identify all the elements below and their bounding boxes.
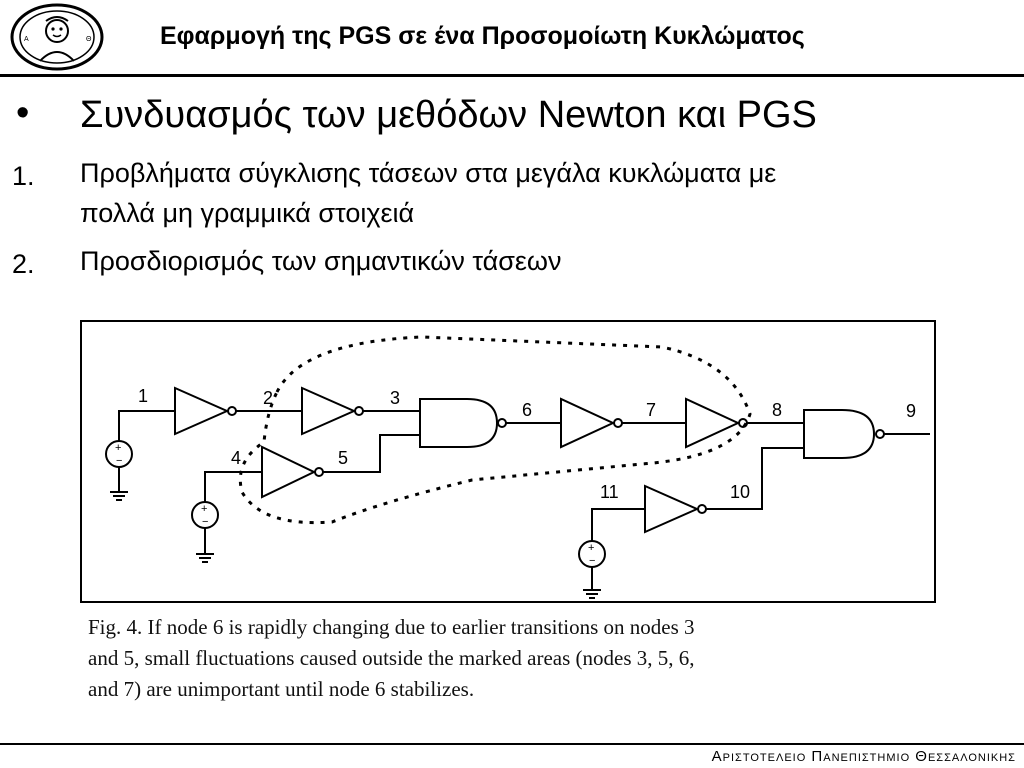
inverter-gate-1	[175, 388, 236, 434]
svg-text:−: −	[202, 516, 209, 528]
circuit-diagram	[82, 322, 938, 605]
university-seal-logo	[10, 3, 104, 71]
slide-title: Εφαρμογή της PGS σε ένα Προσομοίωτη Κυκλώματος	[160, 22, 805, 50]
node-label-3: 3	[390, 388, 401, 408]
svg-text:A: A	[24, 36, 29, 43]
bullet-text: Συνδυασμός των μεθόδων Newton και PGS	[80, 94, 817, 136]
node-label-9: 9	[906, 401, 917, 421]
caption-line-2: and 5, small fluctuations caused outside the marked areas (nodes 3, 5, 6,	[88, 646, 695, 670]
svg-text:Θ: Θ	[86, 36, 92, 43]
inverter-gate-4	[561, 399, 622, 447]
voltage-source-1	[106, 441, 132, 500]
svg-text:+: +	[115, 442, 122, 454]
inverter-gate-2	[302, 388, 363, 434]
inverter-gate-6	[645, 486, 706, 532]
item-1-line-1: Προβλήματα σύγκλισης τάσεων στα μεγάλα κυκλώματα με	[80, 158, 777, 188]
item-2-text	[80, 241, 980, 281]
node-label-11: 11	[600, 482, 619, 502]
item-1-line-2: πολλά μη γραμμικά στοιχειά	[80, 198, 415, 228]
caption-line-3: and 7) are unimportant until node 6 stabilizes.	[88, 677, 475, 701]
figure-caption	[88, 612, 968, 705]
item-2-marker: 2.	[12, 249, 35, 279]
voltage-source-2	[192, 502, 218, 562]
node-label-7: 7	[646, 400, 657, 420]
node-label-6: 6	[522, 400, 533, 420]
nand-gate-2	[804, 410, 884, 458]
footer-divider	[0, 743, 1024, 745]
svg-text:+: +	[201, 503, 208, 515]
node-label-4: 4	[231, 448, 242, 468]
voltage-source-3	[579, 541, 605, 598]
svg-text:−: −	[116, 455, 123, 467]
node-label-1: 1	[138, 386, 149, 406]
item-2-line-1: Προσδιορισμός των σημαντικών τάσεων	[80, 246, 562, 276]
inverter-gate-3	[262, 447, 323, 497]
item-1-text	[80, 153, 980, 233]
item-1-marker: 1.	[12, 161, 35, 191]
title-divider	[0, 74, 1024, 77]
marked-area-boundary	[240, 337, 750, 523]
caption-line-1: Fig. 4. If node 6 is rapidly changing due to earlier transitions on nodes 3	[88, 615, 695, 639]
footer-institution: Αριστοτελειο Πανεπιστημιο Θεσσαλονικης	[711, 748, 1016, 765]
node-label-8: 8	[772, 400, 783, 420]
svg-text:−: −	[589, 555, 596, 567]
circuit-diagram-frame	[80, 320, 936, 603]
svg-text:+: +	[588, 542, 595, 554]
inverter-gate-5	[686, 399, 747, 447]
bullet-marker: •	[16, 92, 30, 134]
node-label-5: 5	[338, 448, 349, 468]
node-label-2: 2	[263, 388, 274, 408]
node-label-10: 10	[730, 482, 751, 502]
nand-gate-1	[420, 399, 506, 447]
